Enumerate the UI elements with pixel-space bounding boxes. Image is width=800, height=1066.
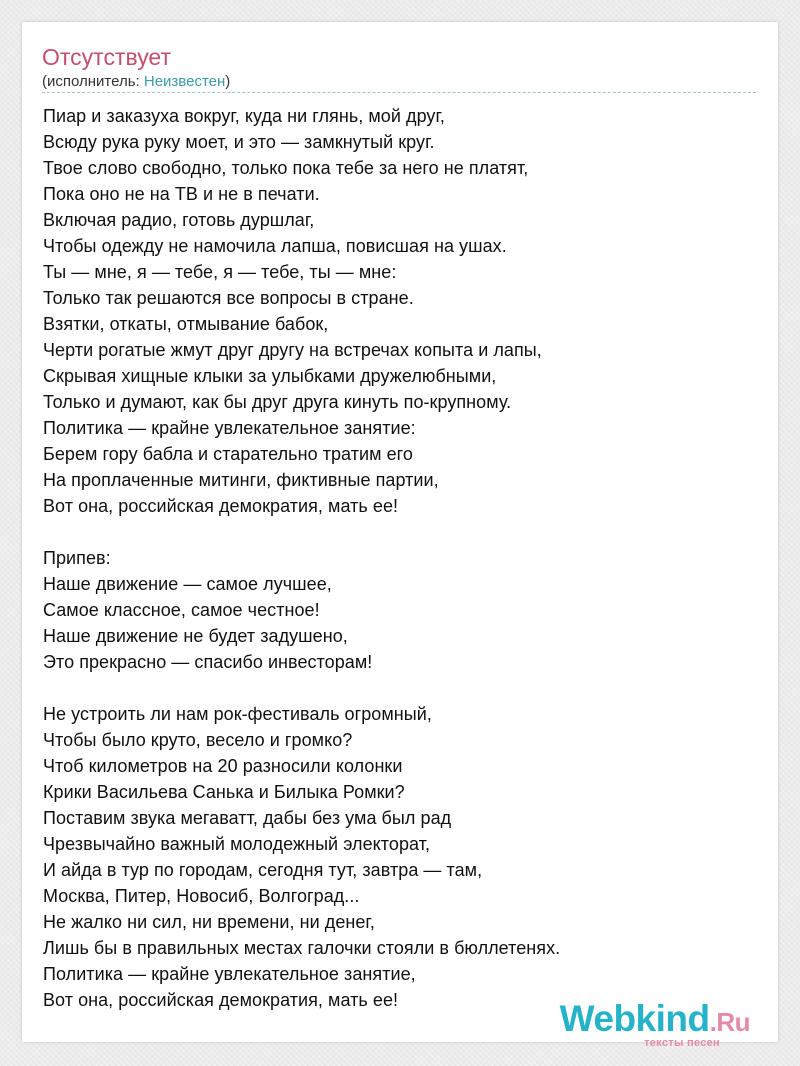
lyric-line: Скрывая хищные клыки за улыбками дружелюбными, (43, 366, 497, 386)
lyric-line: Чтобы одежду не намочила лапша, повисшая на ушах. (43, 236, 507, 256)
lyrics-card (22, 22, 778, 1049)
logo-tld: .Ru (709, 1007, 750, 1037)
lyric-line: Москва, Питер, Новосиб, Волгоград... (43, 886, 360, 906)
lyrics-body (43, 103, 758, 1039)
lyric-line: Только так решаются все вопросы в стране. (43, 288, 414, 308)
lyric-line: Твое слово свободно, только пока тебе за него не платят, (43, 158, 529, 178)
lyrics-stanza (43, 103, 758, 519)
lyric-line: Включая радио, готовь дуршлаг, (43, 210, 315, 230)
lyric-line: Это прекрасно — спасибо инвесторам! (43, 652, 373, 672)
lyric-line: Вот она, российская демократия, мать ее! (43, 496, 399, 516)
lyric-line: Пока оно не на ТВ и не в печати. (43, 184, 320, 204)
lyric-line: Чтоб километров на 20 разносили колонки (43, 756, 403, 776)
logo-wordmark (560, 1000, 750, 1041)
lyric-line: Всюду рука руку моет, и это — замкнутый круг. (43, 132, 435, 152)
artist-prefix: (исполнитель: (42, 73, 144, 90)
lyric-line: Чтобы было круто, весело и громко? (43, 730, 353, 750)
artist-link[interactable]: Неизвестен (143, 73, 226, 90)
lyric-line: Поставим звука мегаватт, дабы без ума был рад (43, 808, 452, 828)
lyric-line: Вот она, российская демократия, мать ее! (43, 990, 399, 1010)
lyric-line: Наше движение не будет задушено, (43, 626, 348, 646)
artist-suffix: ) (225, 73, 231, 90)
lyric-line: Берем гору бабла и старательно тратим его (43, 444, 413, 464)
lyrics-stanza (43, 545, 758, 675)
lyric-line: Пиар и заказуха вокруг, куда ни глянь, мой друг, (43, 106, 445, 126)
lyric-line: Чрезвычайно важный молодежный электорат, (43, 834, 431, 854)
lyrics-stanza (43, 701, 758, 1013)
lyric-line: И айда в тур по городам, сегодня тут, завтра — там, (43, 860, 483, 880)
lyric-line: Самое классное, самое честное! (43, 600, 320, 620)
artist-line (42, 72, 230, 92)
lyric-line: Взятки, откаты, отмывание бабок, (43, 314, 329, 334)
lyric-line: Черти рогатые жмут друг другу на встречах копыта и лапы, (43, 340, 542, 360)
header-divider (42, 92, 756, 93)
lyric-line: Припев: (43, 548, 111, 568)
lyric-line: Не жалко ни сил, ни времени, ни денег, (43, 912, 375, 932)
song-title: Отсутствует (42, 44, 171, 70)
lyric-line: Лишь бы в правильных местах галочки стояли в бюллетенях. (43, 938, 561, 958)
webkind-logo (560, 1000, 750, 1049)
logo-main-text: Webkind (559, 998, 710, 1039)
lyric-line: На проплаченные митинги, фиктивные партии, (43, 470, 439, 490)
lyric-line: Наше движение — самое лучшее, (43, 574, 332, 594)
lyric-line: Не устроить ли нам рок-фестиваль огромный, (43, 704, 432, 724)
lyric-line: Политика — крайне увлекательное занятие, (43, 964, 416, 984)
lyric-line: Только и думают, как бы друг друга кинуть по-крупному. (43, 392, 512, 412)
logo-tagline: тексты песен (644, 1037, 720, 1049)
lyric-line: Ты — мне, я — тебе, я — тебе, ты — мне: (43, 262, 397, 282)
lyric-line: Крики Васильева Санька и Билыка Ромки? (43, 782, 405, 802)
lyric-line: Политика — крайне увлекательное занятие: (43, 418, 416, 438)
